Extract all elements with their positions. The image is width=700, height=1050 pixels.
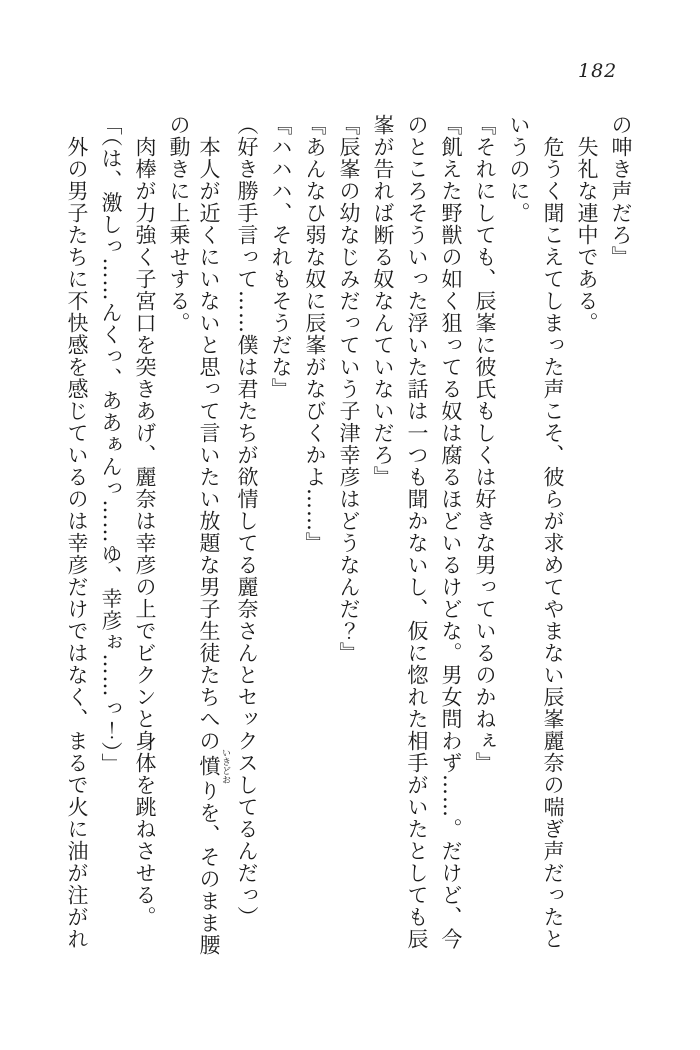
text-column: 「（は、激しっ……んくっ、ああぁんっ……ゆ、幸彦ぉ……っ！）」 [99,114,123,775]
text-area [58,114,638,964]
ruby-text: いきどお [220,748,230,784]
text-column: （好き勝手言って……僕は君たちが欲情してる麗奈さんとセックスしてるんだっ） [235,114,259,928]
text-column: のところそういった浮いた話は一つも聞かないし、仮に惚れた相手がいたとしても辰 [405,114,429,950]
text-column: 『ハハハ、それもそうだな』 [269,114,293,400]
text-column: 『それにしても、辰峯に彼氏もしくは好きな男っているのかねぇ』 [473,114,497,774]
text-column: 峯が告れば断る奴なんていないだろ』 [371,114,395,488]
text-column: 肉棒が力強く子宮口を突きあげ、麗奈は幸彦の上でビクンと身体を跳ねさせる。 [133,136,157,928]
text-column: 『あんなひ弱な奴に辰峯がなびくかよ……』 [303,114,327,554]
text-column: の動きに上乗せする。 [167,114,191,334]
text-column: 失礼な連中である。 [575,136,599,334]
furigana-ruby [197,748,230,784]
text-segment: りを、そのまま腰 [197,780,221,956]
text-column-with-furigana [196,114,230,964]
text-column: の呻き声だろ』 [609,114,633,268]
text-column: 『飢えた野獣の如く狙ってる奴は腐るほどいるけどな。男女問わず……。だけど、今 [439,114,463,950]
text-column: いうのに。 [507,114,531,224]
page-number: 182 [578,60,618,82]
text-column: 『辰峯の幼なじみだっていう子津幸彦はどうなんだ？』 [337,114,361,664]
text-segment: 本人が近くにいないと思って言いたい放題な男子生徒たちへの [197,136,221,752]
text-column: 外の男子たちに不快感を感じているのは幸彦だけではなく、まるで火に油が注がれ [65,136,89,950]
ruby-base: 憤 [197,748,221,784]
text-column: 危うく聞こえてしまった声こそ、彼らが求めてやまない辰峯麗奈の喘ぎ声だったと [541,136,565,950]
